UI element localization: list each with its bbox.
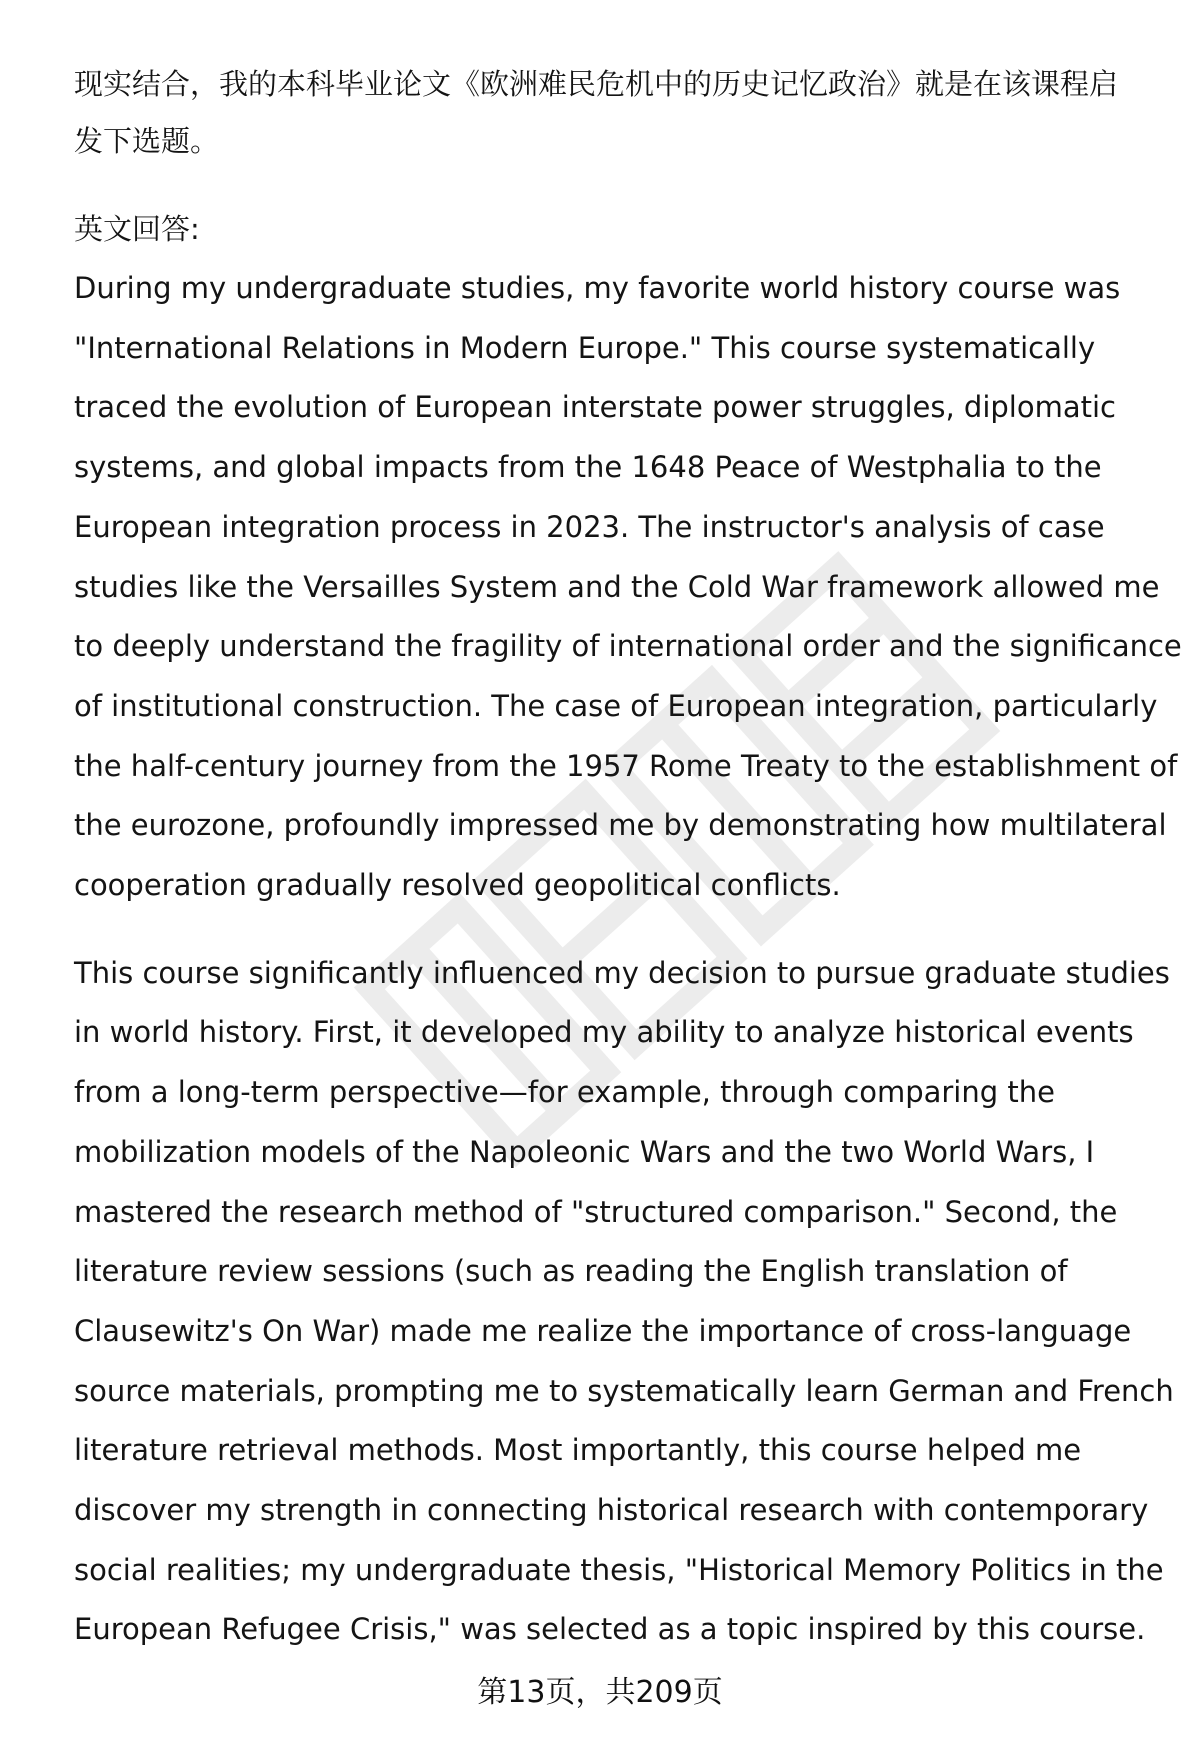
- text-line: systems, and global impacts from the 1648 Peace of Westphalia to the: [74, 450, 1102, 485]
- text-line: mastered the research method of "structured comparison." Second, the: [74, 1194, 1118, 1229]
- text-line: from a long-term perspective—for example, through comparing the: [74, 1075, 1055, 1110]
- text-line: "International Relations in Modern Europe." This course systematically: [74, 330, 1096, 365]
- text-line: literature retrieval methods. Most importantly, this course helped me: [74, 1433, 1082, 1468]
- intro-zh-line-1: 现实结合，我的本科毕业论文《欧洲难民危机中的历史记忆政治》就是在该课程启: [74, 67, 1119, 101]
- text-line: mobilization models of the Napoleonic Wars and the two World Wars, I: [74, 1134, 1095, 1169]
- english-answer-label: 英文回答:: [74, 212, 200, 246]
- paragraph-2: [74, 944, 1174, 1660]
- text-line: discover my strength in connecting historical research with contemporary: [74, 1493, 1149, 1528]
- text-line: cooperation gradually resolved geopolitical conflicts.: [74, 868, 841, 903]
- text-line: traced the evolution of European interstate power struggles, diplomatic: [74, 390, 1116, 425]
- text-line: European integration process in 2023. The instructor's analysis of case: [74, 509, 1105, 544]
- text-line: literature review sessions (such as reading the English translation of: [74, 1254, 1068, 1289]
- text-line: to deeply understand the fragility of international order and the significance: [74, 629, 1182, 664]
- text-line: During my undergraduate studies, my favorite world history course was: [74, 271, 1121, 305]
- text-line: in world history. First, it developed my ability to analyze historical events: [74, 1015, 1134, 1050]
- text-line: the eurozone, profoundly impressed me by demonstrating how multilateral: [74, 808, 1167, 843]
- text-line: studies like the Versailles System and the Cold War framework allowed me: [74, 569, 1160, 604]
- text-line: This course significantly influenced my decision to pursue graduate studies: [74, 955, 1170, 990]
- intro-zh-line-2: 发下选题。: [74, 124, 220, 158]
- paragraph-1: [74, 259, 1182, 916]
- text-line: of institutional construction. The case of European integration, particularly: [74, 688, 1158, 723]
- text-line: source materials, prompting me to systematically learn German and French: [74, 1373, 1174, 1408]
- text-line: European Refugee Crisis," was selected as a topic inspired by this course.: [74, 1612, 1146, 1647]
- page-number-footer: 第13页，共209页: [477, 1675, 723, 1710]
- text-line: social realities; my undergraduate thesis, "Historical Memory Politics in the: [74, 1552, 1164, 1587]
- page-content: [74, 56, 1182, 1660]
- text-line: Clausewitz's On War) made me realize the importance of cross-language: [74, 1313, 1132, 1348]
- text-line: the half-century journey from the 1957 Rome Treaty to the establishment of: [74, 748, 1178, 783]
